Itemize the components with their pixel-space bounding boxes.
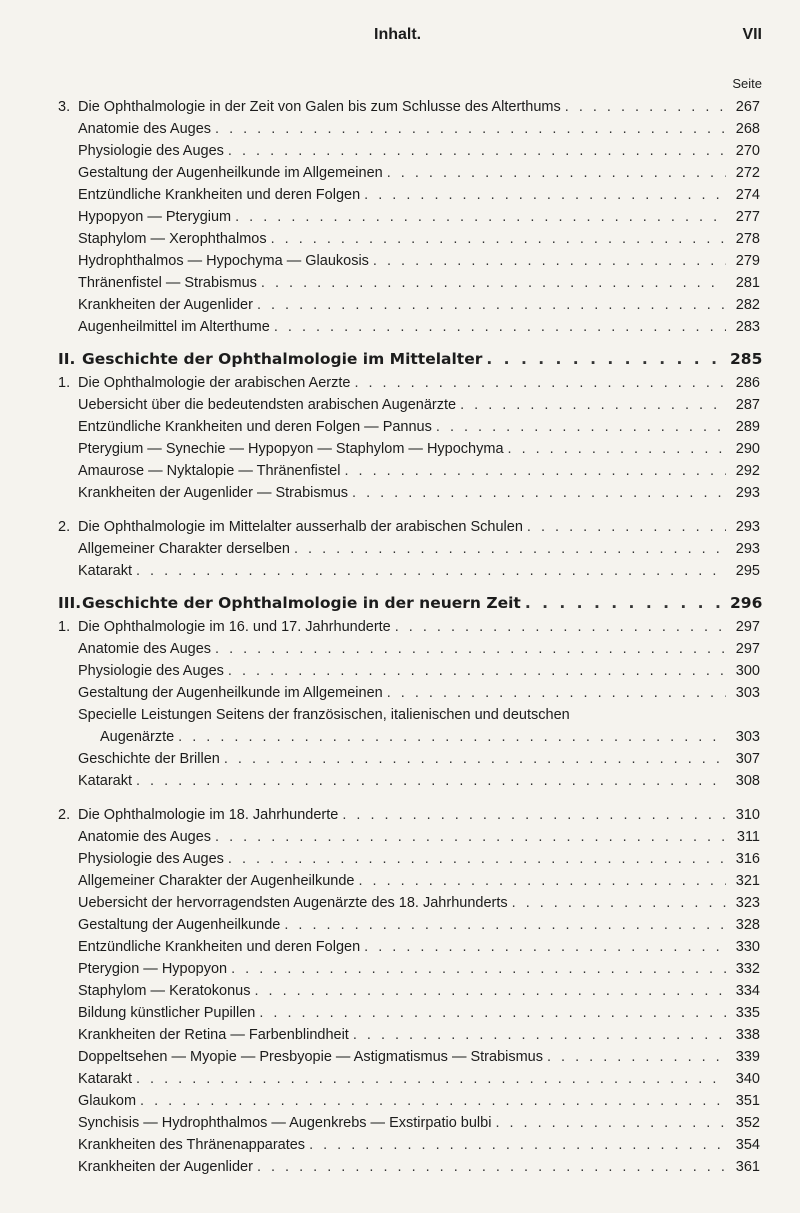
toc-entry-title: Anatomie des Auges	[78, 121, 212, 137]
toc-leader-dots	[178, 726, 726, 748]
toc-entry-title: Uebersicht der hervorragendsten Augenärzte des 18. Jahrhunderts	[78, 895, 508, 911]
toc-entry-page: 354	[735, 1137, 760, 1153]
toc-entry-title: Amaurose — Nyktalopie — Thränenfistel	[78, 463, 341, 479]
toc-entry-title: Krankheiten der Retina — Farbenblindheit	[78, 1027, 349, 1043]
toc-leader-dots	[486, 346, 726, 372]
toc-entry-page: 293	[735, 541, 760, 557]
toc-entry-page: 293	[735, 485, 760, 501]
toc-entry	[58, 96, 760, 118]
toc-entry	[58, 958, 760, 980]
toc-entry-title: Hydrophthalmos — Hypochyma — Glaukosis	[78, 253, 369, 269]
toc-entry-page: 316	[735, 851, 760, 867]
toc-entry-title: Gestaltung der Augenheilkunde	[78, 917, 281, 933]
toc-leader-dots	[215, 118, 726, 140]
toc-entry	[58, 560, 760, 582]
toc-entry-title: Physiologie des Auges	[78, 851, 224, 867]
toc-entry-page: 292	[735, 463, 760, 479]
toc-entry	[58, 914, 760, 936]
toc-entry-page: 335	[735, 1005, 760, 1021]
toc-entry	[58, 250, 760, 272]
toc-entry-page: 278	[735, 231, 760, 247]
toc-entry-title: Synchisis — Hydrophthalmos — Augenkrebs — Exstirpatio bulbi	[78, 1115, 492, 1131]
toc-entry-title: Anatomie des Auges	[78, 641, 212, 657]
toc-entry-title: Gestaltung der Augenheilkunde im Allgemeinen	[78, 165, 383, 181]
toc-entry	[58, 870, 760, 892]
toc-entry	[58, 1024, 760, 1046]
toc-entry-title: Entzündliche Krankheiten und deren Folgen	[78, 939, 361, 955]
toc-entry	[58, 228, 760, 250]
toc-leader-dots	[525, 590, 726, 616]
toc-leader-dots	[261, 272, 726, 294]
toc-entry	[58, 1156, 760, 1178]
toc-entry-title: Pterygion — Hypopyon	[78, 961, 228, 977]
page-column-label: Seite	[732, 76, 762, 91]
toc-entry-number: III.	[58, 594, 82, 612]
toc-entry-title: Doppeltsehen — Myopie — Presbyopie — Astigmatismus — Strabismus	[78, 1049, 543, 1065]
toc-entry	[58, 416, 760, 438]
toc-entry	[58, 660, 760, 682]
toc-leader-dots	[512, 892, 726, 914]
toc-section	[58, 346, 763, 372]
toc-leader-dots	[140, 1090, 726, 1112]
toc-entry	[58, 460, 760, 482]
toc-entry-page: 274	[735, 187, 760, 203]
toc-leader-dots	[387, 162, 726, 184]
toc-entry-page: 277	[735, 209, 760, 225]
toc-entry-title: Krankheiten der Augenlider	[78, 297, 253, 313]
toc-leader-dots	[309, 1134, 726, 1156]
toc-entry-page: 293	[735, 519, 760, 535]
toc-entry-page: 295	[735, 563, 760, 579]
toc-gap	[58, 504, 760, 516]
toc-leader-dots	[364, 184, 726, 206]
toc-leader-dots	[353, 1024, 726, 1046]
toc-entry	[58, 682, 760, 704]
toc-entry-page: 330	[735, 939, 760, 955]
header-page-number: VII	[742, 26, 762, 43]
toc-entry	[58, 1046, 760, 1068]
toc-entry-title: Pterygium — Synechie — Hypopyon — Staphylom — Hypochyma	[78, 441, 504, 457]
toc-entry-title: Die Ophthalmologie in der Zeit von Galen bis zum Schlusse des Alterthums	[78, 99, 561, 115]
toc-leader-dots	[254, 980, 726, 1002]
toc-entry-number: II.	[58, 350, 76, 368]
toc-entry-page: 303	[735, 729, 760, 745]
toc-entry-page: 272	[735, 165, 760, 181]
toc-entry-title: Physiologie des Auges	[78, 143, 224, 159]
toc-entry	[58, 482, 760, 504]
toc-entry-page: 321	[735, 873, 760, 889]
toc-leader-dots	[228, 140, 726, 162]
toc-entry-title: Hypopyon — Pterygium	[78, 209, 232, 225]
toc-entry-number: 3.	[58, 99, 71, 115]
toc-entry-page: 339	[735, 1049, 760, 1065]
toc-entry-title: Allgemeiner Charakter derselben	[78, 541, 290, 557]
toc-leader-dots	[387, 682, 726, 704]
toc-entry-page: 303	[735, 685, 760, 701]
toc-entry-page: 287	[735, 397, 760, 413]
header-title: Inhalt.	[374, 26, 422, 43]
toc-leader-dots	[294, 538, 726, 560]
toc-entry-page: 279	[735, 253, 760, 269]
toc-entry-page: 308	[735, 773, 760, 789]
toc-entry-page: 300	[735, 663, 760, 679]
toc-leader-dots	[565, 96, 726, 118]
toc-leader-dots	[460, 394, 726, 416]
toc-entry	[58, 372, 760, 394]
toc-leader-dots	[352, 482, 726, 504]
toc-entry-title: Geschichte der Brillen	[78, 751, 220, 767]
toc-entry	[58, 516, 760, 538]
toc-leader-dots	[547, 1046, 726, 1068]
toc-entry-page: 285	[730, 350, 763, 368]
toc-entry-title: Thränenfistel — Strabismus	[78, 275, 257, 291]
toc-leader-dots	[257, 294, 726, 316]
toc-entry	[58, 726, 760, 748]
toc-entry-title: Physiologie des Auges	[78, 663, 224, 679]
toc-entry-page: 334	[735, 983, 760, 999]
toc-leader-dots	[136, 1068, 726, 1090]
toc-entry-page: 268	[735, 121, 760, 137]
toc-entry-page: 323	[735, 895, 760, 911]
toc-entry-title: Katarakt	[78, 1071, 132, 1087]
toc-entry	[58, 770, 760, 792]
toc-entry	[58, 316, 760, 338]
toc-entry-title: Geschichte der Ophthalmologie im Mittelalter	[82, 350, 483, 368]
toc-entry-page: 290	[735, 441, 760, 457]
toc-entry	[58, 804, 760, 826]
toc-entry	[58, 848, 760, 870]
toc-entry-page: 289	[735, 419, 760, 435]
toc-leader-dots	[395, 616, 726, 638]
toc-entry-title: Die Ophthalmologie der arabischen Aerzte	[78, 375, 351, 391]
running-header	[0, 26, 800, 46]
toc-entry	[58, 1134, 760, 1156]
toc-entry	[58, 638, 760, 660]
toc-entry	[58, 1090, 760, 1112]
toc-entry-page: 283	[735, 319, 760, 335]
toc-leader-dots	[257, 1156, 726, 1178]
toc-leader-dots	[354, 372, 726, 394]
toc-entry-page: 332	[735, 961, 760, 977]
toc-entry	[58, 748, 760, 770]
toc-entry	[58, 704, 760, 726]
toc-entry	[58, 118, 760, 140]
toc-entry	[58, 1068, 760, 1090]
toc-entry-number: 1.	[58, 619, 71, 635]
toc-entry	[58, 394, 760, 416]
toc-entry	[58, 272, 760, 294]
toc-entry-title: Die Ophthalmologie im 16. und 17. Jahrhunderte	[78, 619, 391, 635]
toc-entry-title: Katarakt	[78, 773, 132, 789]
toc-leader-dots	[215, 826, 726, 848]
toc-leader-dots	[136, 770, 726, 792]
toc-entry-page: 310	[735, 807, 760, 823]
toc-entry-page: 282	[735, 297, 760, 313]
toc-entry-title: Glaukom	[78, 1093, 137, 1109]
toc-leader-dots	[527, 516, 726, 538]
toc-entry-title: Die Ophthalmologie im 18. Jahrhunderte	[78, 807, 339, 823]
toc-entry-page: 307	[735, 751, 760, 767]
toc-entry	[58, 616, 760, 638]
toc-entry-title: Bildung künstlicher Pupillen	[78, 1005, 256, 1021]
toc-leader-dots	[364, 936, 726, 958]
toc-leader-dots	[344, 460, 726, 482]
toc-entry-page: 286	[735, 375, 760, 391]
toc-entry-title: Staphylom — Xerophthalmos	[78, 231, 267, 247]
toc-entry-page: 267	[735, 99, 760, 115]
toc-entry-number: 2.	[58, 519, 71, 535]
toc-entry-title: Entzündliche Krankheiten und deren Folgen — Pannus	[78, 419, 432, 435]
toc-leader-dots	[235, 206, 726, 228]
toc-gap	[58, 792, 760, 804]
toc-entry-page: 338	[735, 1027, 760, 1043]
toc-entry-page: 351	[735, 1093, 760, 1109]
toc-entry-title: Krankheiten der Augenlider — Strabismus	[78, 485, 349, 501]
toc-entry	[58, 438, 760, 460]
toc-entry	[58, 184, 760, 206]
toc-leader-dots	[508, 438, 726, 460]
toc-entry	[58, 1112, 760, 1134]
toc-leader-dots	[136, 560, 726, 582]
toc-leader-dots	[373, 250, 726, 272]
toc-entry-page: 340	[735, 1071, 760, 1087]
toc-entry-title: Augenheilmittel im Alterthume	[78, 319, 270, 335]
toc-entry	[58, 826, 760, 848]
toc-entry	[58, 936, 760, 958]
toc-entry-number: 1.	[58, 375, 71, 391]
toc-entry-title: Augenärzte	[100, 729, 175, 745]
toc-entry-title: Entzündliche Krankheiten und deren Folgen	[78, 187, 361, 203]
toc-entry-page: 296	[730, 594, 763, 612]
toc-section	[58, 590, 763, 616]
toc-entry-title: Geschichte der Ophthalmologie in der neuern Zeit	[82, 594, 521, 612]
table-of-contents	[58, 96, 763, 1178]
toc-leader-dots	[231, 958, 726, 980]
toc-entry-page: 361	[735, 1159, 760, 1175]
toc-entry-page: 297	[735, 641, 760, 657]
toc-entry-title: Allgemeiner Charakter der Augenheilkunde	[78, 873, 355, 889]
toc-leader-dots	[259, 1002, 726, 1024]
toc-entry-page: 311	[736, 829, 760, 845]
toc-leader-dots	[358, 870, 726, 892]
toc-leader-dots	[495, 1112, 726, 1134]
toc-leader-dots	[342, 804, 726, 826]
toc-leader-dots	[271, 228, 726, 250]
toc-entry	[58, 1002, 760, 1024]
toc-entry	[58, 206, 760, 228]
toc-entry-number: 2.	[58, 807, 71, 823]
toc-entry-title: Uebersicht über die bedeutendsten arabischen Augenärzte	[78, 397, 457, 413]
toc-leader-dots	[224, 748, 726, 770]
toc-leader-dots	[215, 638, 726, 660]
toc-entry	[58, 162, 760, 184]
toc-entry-title: Staphylom — Keratokonus	[78, 983, 251, 999]
toc-entry-page: 297	[735, 619, 760, 635]
toc-entry	[58, 980, 760, 1002]
toc-entry	[58, 892, 760, 914]
toc-entry-title: Anatomie des Auges	[78, 829, 212, 845]
toc-entry-page: 352	[735, 1115, 760, 1131]
toc-entry	[58, 140, 760, 162]
toc-entry-title: Specielle Leistungen Seitens der französischen, italienischen und deutschen	[78, 707, 570, 723]
toc-entry-title: Katarakt	[78, 563, 132, 579]
toc-entry-page: 328	[735, 917, 760, 933]
toc-leader-dots	[274, 316, 726, 338]
toc-entry-title: Krankheiten des Thränenapparates	[78, 1137, 306, 1153]
toc-entry-page: 270	[735, 143, 760, 159]
toc-entry-title: Krankheiten der Augenlider	[78, 1159, 253, 1175]
toc-entry-page: 281	[735, 275, 760, 291]
toc-leader-dots	[436, 416, 726, 438]
toc-entry	[58, 538, 760, 560]
toc-leader-dots	[228, 660, 726, 682]
toc-entry-title: Die Ophthalmologie im Mittelalter ausserhalb der arabischen Schulen	[78, 519, 523, 535]
toc-leader-dots	[284, 914, 726, 936]
toc-leader-dots	[228, 848, 726, 870]
toc-entry	[58, 294, 760, 316]
toc-entry-title: Gestaltung der Augenheilkunde im Allgemeinen	[78, 685, 383, 701]
